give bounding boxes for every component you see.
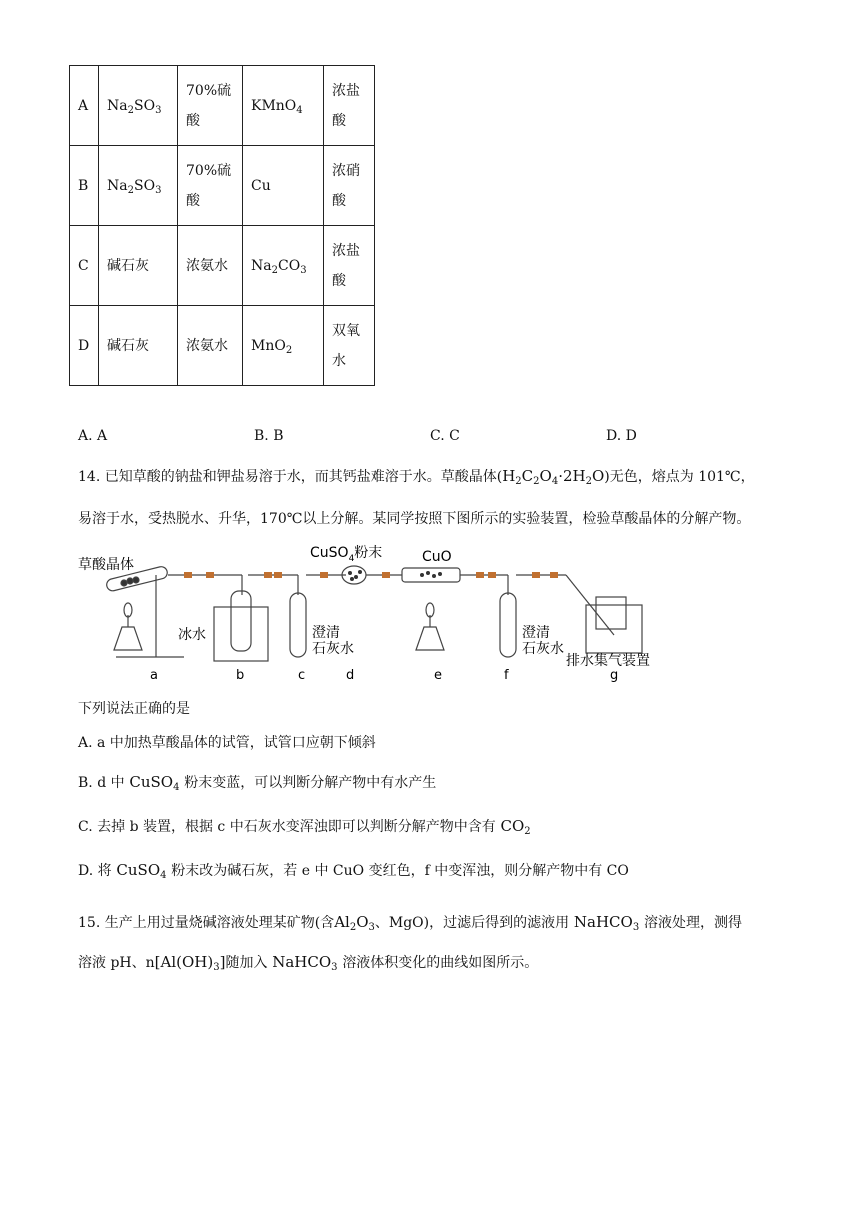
table-row — [70, 306, 375, 386]
test-tube-f — [500, 593, 516, 657]
reagent-cell — [178, 66, 243, 146]
label-limewater-c1: 澄清 — [312, 625, 340, 641]
alcohol-lamp-e — [416, 627, 444, 650]
cell-text: 浓盐 — [332, 242, 360, 259]
reagent-cell — [324, 226, 375, 306]
row-label: A — [70, 66, 99, 146]
label-collect: 排水集气装置 — [566, 653, 650, 669]
cell-text: 酸 — [332, 192, 346, 209]
reagent-cell: $Na_2CO_3$ — [243, 226, 324, 306]
reagent-cell: $Na_2SO_3$ — [99, 146, 178, 226]
choice-a[interactable]: A. A — [78, 428, 108, 444]
cell-text: 酸 — [332, 112, 346, 129]
q14-stem-line2: 易溶于水，受热脱水、升华，170℃以上分解。某同学按照下图所示的实验装置，检验草酸晶体的分解产物。 — [78, 511, 751, 527]
cell-text: 70%硫 — [186, 82, 232, 99]
table-row — [70, 226, 375, 306]
reagent-cell: $Na_2SO_3$ — [99, 66, 178, 146]
cell-text: 酸 — [186, 112, 200, 129]
cell-text: 浓硝 — [332, 162, 360, 179]
q14-option-d[interactable]: D. 将 CuSO$_4$ 粉末改为碱石灰，若 e 中 CuO 变红色，f 中变浑浊，则分解产物中有 CO — [78, 861, 629, 881]
q15-line1: 15. 生产上用过量烧碱溶液处理某矿物(含$Al_2O_3$、MgO)，过滤后得到的滤液用 NaHCO$_3$ 溶液处理，测得 — [78, 913, 742, 933]
choice-d[interactable]: D. D — [606, 428, 637, 444]
q14-stem-line1: 14. 已知草酸的钠盐和钾盐易溶于水，而其钙盐难溶于水。草酸晶体$(H_2C_2O_4\cdot 2H_2O)$无色，熔点为 101℃， — [78, 467, 755, 487]
letter-d: d — [346, 668, 355, 683]
q14-prompt: 下列说法正确的是 — [78, 701, 190, 717]
reagent-cell: KMnO$_4$ — [243, 66, 324, 146]
table-row — [70, 66, 375, 146]
beaker-b — [214, 607, 268, 661]
cell-text: 水 — [332, 352, 346, 369]
q14-option-c[interactable]: C. 去掉 b 装置，根据 c 中石灰水变浑浊即可以判断分解产物中含有 $CO_2$ — [78, 817, 531, 837]
table-row — [70, 146, 375, 226]
cell-text: 酸 — [186, 192, 200, 209]
collection-bottle-g — [596, 597, 626, 629]
q14-option-a[interactable]: A. a 中加热草酸晶体的试管，试管口应朝下倾斜 — [78, 735, 376, 751]
alcohol-lamp-a — [114, 627, 142, 650]
row-label: D — [70, 306, 99, 386]
cell-text: 70%硫 — [186, 162, 232, 179]
reagent-cell: Cu — [243, 146, 324, 226]
choice-b[interactable]: B. B — [254, 428, 284, 444]
row-label: C — [70, 226, 99, 306]
reagent-cell: 碱石灰 — [99, 226, 178, 306]
letter-f: f — [504, 668, 509, 683]
letter-e: e — [434, 668, 442, 683]
reagent-cell — [324, 146, 375, 226]
cell-text: 酸 — [332, 272, 346, 289]
cell-text: 浓盐 — [332, 82, 360, 99]
reagent-cell — [178, 146, 243, 226]
test-tube-c — [290, 593, 306, 657]
apparatus-diagram — [76, 535, 696, 685]
letter-g: g — [610, 668, 619, 683]
reagent-cell — [324, 306, 375, 386]
letter-b: b — [236, 668, 245, 683]
reagent-table — [69, 65, 375, 386]
reagent-cell: 碱石灰 — [99, 306, 178, 386]
label-limewater-c2: 石灰水 — [312, 641, 354, 657]
u-trap-b — [231, 591, 251, 651]
reagent-cell: 浓氨水 — [178, 306, 243, 386]
letter-c: c — [298, 668, 306, 683]
q14-option-b[interactable]: B. d 中 CuSO$_4$ 粉末变蓝，可以判断分解产物中有水产生 — [78, 773, 437, 793]
label-crystal: 草酸晶体 — [78, 557, 134, 573]
label-cuso4: CuSO$_4$粉末 — [310, 545, 383, 564]
cuo-tube-e — [402, 568, 460, 582]
reagent-cell: MnO$_2$ — [243, 306, 324, 386]
label-cuo: CuO — [422, 549, 452, 565]
reagent-cell: 浓氨水 — [178, 226, 243, 306]
cell-text: 双氧 — [332, 322, 360, 339]
choice-c[interactable]: C. C — [430, 428, 460, 444]
label-icewater: 冰水 — [178, 627, 206, 643]
letter-a: a — [150, 668, 158, 683]
q15-line2: 溶液 pH、$n[Al(OH)_3]$随加入 NaHCO$_3$ 溶液体积变化的曲线如图所示。 — [78, 953, 539, 973]
row-label: B — [70, 146, 99, 226]
label-limewater-f1: 澄清 — [522, 625, 550, 641]
label-limewater-f2: 石灰水 — [522, 641, 564, 657]
reagent-cell — [324, 66, 375, 146]
